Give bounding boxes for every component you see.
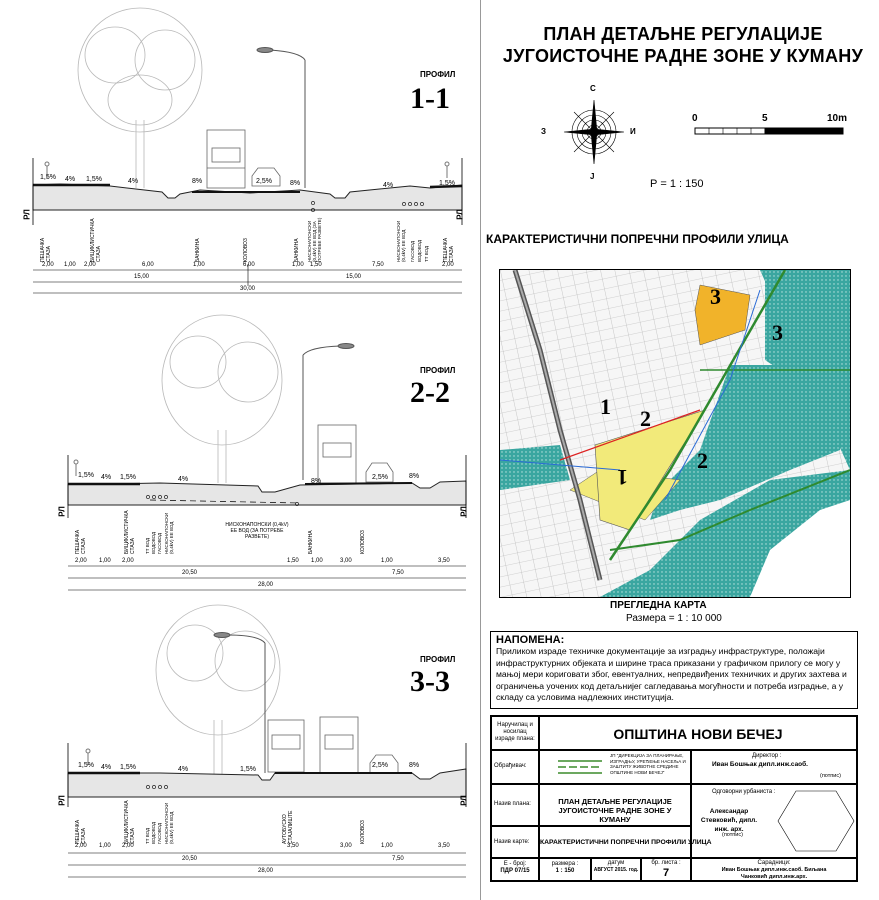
label-bicycle: БИЦИКЛИСТИЧКА СТАЗА — [124, 800, 136, 844]
profile-1-1-drawing — [0, 0, 480, 300]
label-gas: ГАСОВОД — [157, 823, 162, 844]
label-gas: ГАСОВОД — [410, 241, 415, 262]
slope-label: 4% — [65, 176, 76, 183]
truck-icon — [207, 130, 245, 188]
compass-w: З — [541, 127, 547, 136]
ground-section — [33, 184, 462, 210]
slope-label: 4% — [101, 474, 112, 481]
signature: (потпис) — [820, 773, 841, 779]
compass-n: С — [590, 84, 596, 93]
overview-map — [499, 269, 851, 598]
dim-total: 28,00 — [258, 582, 274, 588]
map-mark: 3 — [710, 284, 721, 309]
dim: 1,00 — [292, 262, 304, 268]
date: АВГУСТ 2015. год. — [593, 867, 639, 873]
logo-icon — [556, 757, 604, 779]
lbl-sheet: бр. листа : — [651, 860, 681, 866]
profile-label: ПРОФИЛ — [420, 70, 456, 79]
dim-half: 7,50 — [392, 570, 404, 576]
map-scale: Размера = 1 : 10 000 — [626, 613, 722, 624]
slope-label: 1,5% — [120, 764, 136, 771]
profile-label: ПРОФИЛ — [420, 655, 456, 664]
label-shoulder: БАНКИНА — [294, 238, 300, 262]
dim: 1,00 — [99, 843, 111, 849]
tree-icon — [156, 605, 280, 775]
profile-number: 3-3 — [410, 665, 450, 698]
slope-label: 1,5% — [40, 174, 56, 181]
note-text: Приликом израде техничке документације за изградњу инфраструктуре, положаји инфраструктурних објеката и ширине траса приказани у графичком прилогу се могу у мањој мери кориговати због, евентуалних, непредвиђених техничких и других захтева и ограничења уочених код детаљнијег сагледавања могућности и потреба изградње, а у складу са условима надлежних институција. — [496, 646, 847, 702]
plan-no: ПДР 07/15 — [500, 868, 530, 874]
rp-label: РЛ — [57, 506, 67, 517]
dim: 3,00 — [340, 558, 352, 564]
map-mark: 3 — [772, 320, 783, 345]
slope-label: 4% — [101, 764, 112, 771]
dim-half: 20,50 — [182, 570, 198, 576]
label-lv-cable: НИСКОНАПОНСКИ (0,4kV) ЕЕ ВОД — [164, 802, 174, 844]
label-shoulder: БАНКИНА — [195, 238, 201, 262]
profile-number: 1-1 — [410, 82, 450, 115]
label-pedestrian: ПЕШАЧКА СТАЗА — [75, 529, 87, 554]
dim: 7,50 — [372, 262, 384, 268]
urbanist-label: Одговорни урбаниста : — [712, 789, 776, 795]
slope-label: 8% — [409, 762, 420, 769]
dim: 1,00 — [381, 843, 393, 849]
label-water: ВОДОВОД — [151, 531, 156, 554]
dim: 3,50 — [438, 558, 450, 564]
note-heading: НАПОМЕНА: — [496, 634, 565, 646]
plan-title: ПЛАН ДЕТАЉНЕ РЕГУЛАЦИЈЕ — [543, 24, 823, 44]
client: ОПШТИНА НОВИ БЕЧЕЈ — [539, 716, 857, 750]
map-name: КАРАКТЕРИСТИЧНИ ПОПРЕЧНИ ПРОФИЛИ УЛИЦА — [539, 826, 691, 858]
rp-label: РЛ — [57, 795, 67, 806]
slope-label: 8% — [192, 178, 203, 185]
slope-label: 8% — [409, 473, 420, 480]
scale-bar — [694, 126, 854, 138]
lbl-maker: Обрађивач: — [491, 750, 539, 784]
dim: 1,00 — [193, 262, 205, 268]
lbl-map: Назив карте: — [491, 826, 539, 858]
label-tt: ТТ ВОД — [424, 245, 429, 262]
plan-name: ПЛАН ДЕТАЉНЕ РЕГУЛАЦИЈЕ ЈУГОИСТОЧНЕ РАДНЕ ЗОНЕ У КУМАНУ — [539, 784, 691, 826]
signature: (потпис) — [722, 832, 743, 838]
map-mark: 2 — [640, 406, 651, 431]
rp-label: РЛ — [459, 795, 469, 806]
label-bicycle: БИЦИКЛИСТИЧКА СТАЗА — [90, 218, 102, 262]
lbl-client: Наручилац и носилац израде плана: — [491, 716, 539, 750]
label-bus-stop: АУТОБУСКО СТАЈАЛИШТЕ — [282, 810, 294, 844]
slope-label: 1,5% — [240, 766, 256, 773]
dim: 2,00 — [75, 843, 87, 849]
dim: 3,00 — [340, 843, 352, 849]
slope-label: 2,5% — [372, 474, 388, 481]
label-tt: ТТ ВОД — [145, 827, 150, 844]
profile-number: 2-2 — [410, 376, 450, 409]
label-bicycle: БИЦИКЛИСТИЧКА СТАЗА — [124, 510, 136, 554]
slope-label: 4% — [178, 476, 189, 483]
dim: 1,00 — [311, 558, 323, 564]
streetlight-icon — [303, 344, 354, 481]
map-mark: 2 — [697, 448, 708, 473]
urbanist-cell — [691, 784, 857, 858]
note-box — [490, 631, 858, 709]
director: Иван Бошњак дипл.инж.саоб. — [712, 761, 808, 768]
label-lv-cable: НИСКОНАПОНСКИ (0,4kV) ЕЕ ВОД — [164, 512, 174, 554]
stamp-hexagon — [776, 787, 856, 855]
dim: 1,00 — [381, 558, 393, 564]
slope-label: 2,5% — [256, 178, 272, 185]
dim: 2,00 — [122, 843, 134, 849]
lbl-scale: размера : — [551, 861, 579, 867]
slope-label: 2,5% — [372, 762, 388, 769]
label-gas: ГАСОВОД — [157, 533, 162, 554]
slope-label: 8% — [290, 180, 301, 187]
label-water: ВОДОВОД — [417, 239, 422, 262]
label-shoulder: БАНКИНА — [308, 530, 314, 554]
compass-s: Ј — [590, 172, 595, 181]
dim-half: 15,00 — [134, 274, 150, 280]
dim: 1,50 — [287, 558, 299, 564]
slope-label: 1,5% — [78, 472, 94, 479]
compass-e: И — [630, 127, 636, 136]
streetlight-icon — [257, 48, 305, 189]
dim: 1,00 — [64, 262, 76, 268]
label-pedestrian: ПЕШАЧКА СТАЗА — [75, 819, 87, 844]
dim: 1,50 — [310, 262, 322, 268]
scale-5: 5 — [762, 113, 768, 124]
bus-icon — [268, 720, 304, 772]
dim: 3,50 — [287, 843, 299, 849]
scale-0: 0 — [692, 113, 698, 124]
tree-icon — [78, 8, 202, 188]
label-carriageway: КОЛОВОЗ — [360, 820, 366, 844]
label-lv-cable-future: НИСКОНАПОНСКИ (0,4kV) ЕЕ ВОД (ЗА ПОТРЕБЕ РАЗВЕТЕ) — [225, 522, 289, 540]
dim: 6,00 — [243, 262, 255, 268]
label-pedestrian: ПЕШАЧКА СТАЗА — [40, 237, 52, 262]
title-block — [490, 715, 858, 882]
label-lv-cable: НИСКОНАПОНСКИ (0,4kV) ЕЕ ВОД (ЗА ПОТРЕБЕ РАЗВЕТЕ) — [307, 217, 322, 262]
profile-label: ПРОФИЛ — [420, 366, 456, 375]
rp-label: РЛ — [459, 506, 469, 517]
label-carriageway: КОЛОВОЗ — [243, 238, 249, 262]
sheet-cell — [641, 858, 691, 881]
slope-label: 1,5% — [120, 474, 136, 481]
truck-icon — [320, 717, 358, 773]
urbanist: Александар Стевковић, дипл. инж. арх. — [700, 808, 758, 833]
collab-cell — [691, 858, 857, 881]
lbl-plan: Назив плана: — [491, 784, 539, 826]
plan-title: ЈУГОИСТОЧНЕ РАДНЕ ЗОНЕ У КУМАНУ — [502, 46, 864, 66]
label-lv-cable: НИСКОНАПОНСКИ (0,4kV) ЕЕ ВОД — [396, 220, 406, 262]
no-cell — [491, 858, 539, 881]
dim-half: 20,50 — [182, 856, 198, 862]
dim: 3,50 — [438, 843, 450, 849]
dim: 2,00 — [442, 262, 454, 268]
dim-half: 15,00 — [346, 274, 362, 280]
label-water: ВОДОВОД — [151, 821, 156, 844]
maker: ЈП "ДИРЕКЦИЈА ЗА ПЛАНИРАЊЕ, ИЗГРАДЊУ, УРЕЂЕЊЕ НАСЕЉА И ЗАШТИТУ ЖИВОТНЕ СРЕДИНЕ ОПШТИНЕ НОВИ БЕЧЕЈ" — [610, 753, 686, 775]
collaborators: Иван Бошњак дипл.инж.саоб. Биљана Чанковић дипл.инж.арх. — [721, 867, 827, 880]
map-mark: 1 — [617, 465, 628, 490]
director-cell — [691, 750, 857, 784]
dim: 2,00 — [42, 262, 54, 268]
director-label: Директор : — [752, 753, 782, 759]
compass-icon — [560, 88, 630, 178]
truck-icon — [318, 425, 356, 483]
panel-divider — [480, 0, 481, 900]
maker-cell — [539, 750, 691, 784]
rp-label: РЛ — [22, 209, 32, 220]
dim-total: 28,00 — [258, 868, 274, 874]
ground-section — [68, 481, 466, 505]
label-pedestrian: ПЕШАЧКА СТАЗА — [443, 237, 455, 262]
slope-label: 4% — [178, 766, 189, 773]
slope-label: 8% — [311, 478, 322, 485]
slope-label: 4% — [128, 178, 139, 185]
profile-2-2-drawing — [0, 300, 480, 600]
date-cell — [591, 858, 641, 881]
slope-label: 4% — [383, 182, 394, 189]
map-caption: ПРЕГЛЕДНА КАРТА — [610, 600, 707, 611]
dim: 2,00 — [84, 262, 96, 268]
map-mark: 1 — [600, 394, 611, 419]
label-tt: ТТ ВОД — [145, 537, 150, 554]
lbl-no: Е - број: — [503, 861, 527, 867]
scale: 1 : 150 — [555, 868, 575, 874]
slope-label: 1,5% — [78, 762, 94, 769]
dim-half: 7,50 — [392, 856, 404, 862]
collab-label: Сарадници: — [757, 860, 791, 866]
sheet-number: 7 — [662, 867, 670, 879]
tree-icon — [162, 315, 282, 483]
section-heading: КАРАКТЕРИСТИЧНИ ПОПРЕЧНИ ПРОФИЛИ УЛИЦА — [486, 232, 789, 246]
slope-label: 1,5% — [86, 176, 102, 183]
label-carriageway: КОЛОВОЗ — [360, 530, 366, 554]
dim: 2,00 — [122, 558, 134, 564]
slope-label: 1,5% — [439, 180, 455, 187]
dim: 2,00 — [75, 558, 87, 564]
ground-section — [68, 769, 466, 797]
rp-label: РЛ — [455, 209, 465, 220]
dim: 1,00 — [99, 558, 111, 564]
pedestrian-icon — [45, 162, 449, 178]
dim-total: 30,00 — [240, 286, 256, 292]
lbl-date: датум — [607, 860, 625, 866]
scale-10: 10m — [827, 113, 848, 124]
scale-cell — [539, 858, 591, 881]
profile-3-3-drawing — [0, 595, 480, 900]
dim: 6,00 — [142, 262, 154, 268]
scale-ratio: Р = 1 : 150 — [650, 178, 704, 190]
